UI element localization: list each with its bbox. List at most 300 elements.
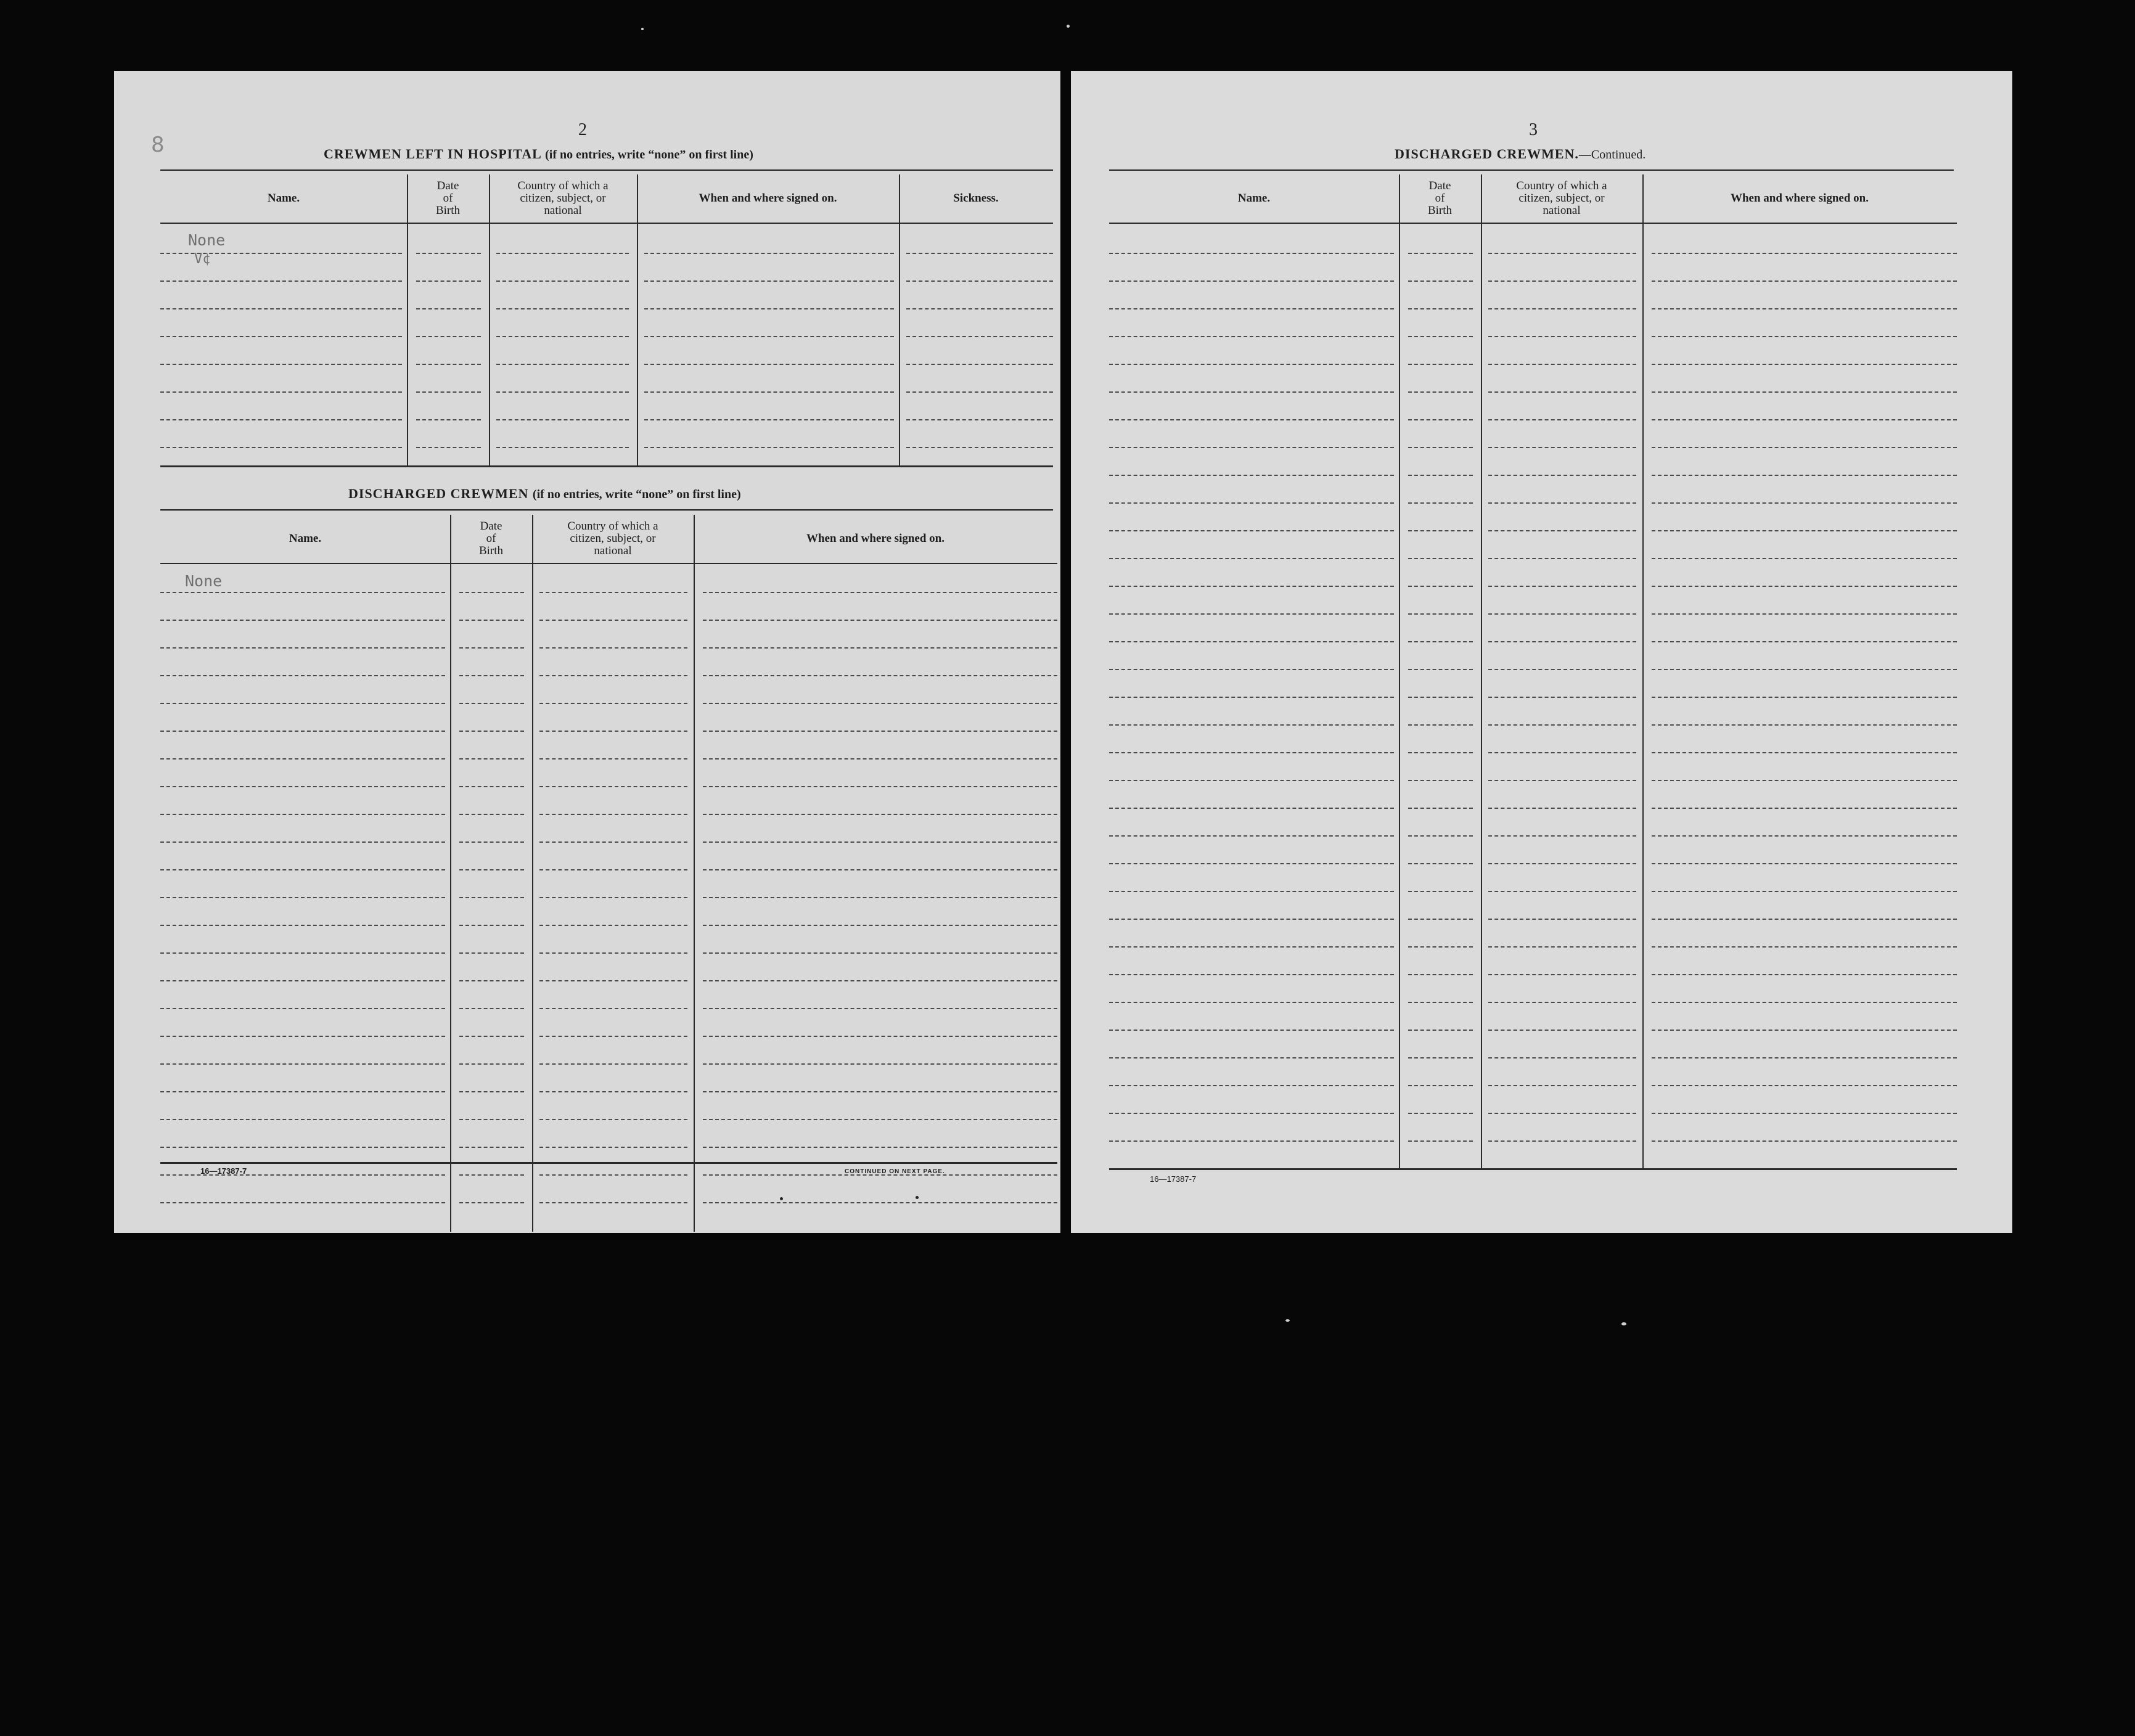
ruled-line xyxy=(1652,391,1957,393)
ruled-line xyxy=(539,952,687,954)
col-header-name: Name. xyxy=(1237,192,1271,205)
ruled-line xyxy=(1408,697,1473,698)
ruled-line xyxy=(160,308,402,309)
ruled-line xyxy=(459,675,524,676)
ruled-line xyxy=(459,869,524,870)
ruled-line xyxy=(1408,919,1473,920)
ruled-line xyxy=(160,1063,445,1065)
ruled-line xyxy=(906,308,1053,309)
ruled-line xyxy=(1408,1030,1473,1031)
ruled-line xyxy=(1652,1085,1957,1086)
ruled-line xyxy=(703,897,1057,898)
ruled-line xyxy=(459,925,524,926)
page-number: 3 xyxy=(1529,120,1538,139)
ruled-line xyxy=(459,841,524,843)
ruled-line xyxy=(1488,946,1636,948)
ruled-line xyxy=(1488,1057,1636,1058)
ruled-line xyxy=(1109,447,1394,448)
ruled-line xyxy=(459,1174,524,1176)
ruled-line xyxy=(416,419,481,420)
col-header-country: Country of which a citizen, subject, or national xyxy=(567,520,658,557)
ruled-line xyxy=(1109,1057,1394,1058)
form-code: 16—17387-7 xyxy=(200,1166,247,1176)
ruled-line xyxy=(1652,1030,1957,1031)
ruled-line xyxy=(1109,697,1394,698)
ruled-line xyxy=(1488,835,1636,837)
ruled-line xyxy=(1109,641,1394,642)
ruled-line xyxy=(459,703,524,704)
discharged-table xyxy=(160,515,1057,1232)
ruled-line xyxy=(1652,808,1957,809)
ruled-line xyxy=(1109,558,1394,559)
ruled-line xyxy=(1488,1002,1636,1003)
ruled-line xyxy=(459,814,524,815)
ruled-line xyxy=(496,447,629,448)
ruled-line xyxy=(1408,946,1473,948)
hospital-table-header xyxy=(160,174,1053,224)
ruled-line xyxy=(1109,475,1394,476)
column-divider xyxy=(694,515,695,1232)
ruled-line xyxy=(416,391,481,393)
ruled-line xyxy=(906,391,1053,393)
col-header-signed-on: When and where signed on. xyxy=(1730,192,1869,205)
ruled-line xyxy=(703,1202,1057,1203)
ruled-line xyxy=(539,1091,687,1092)
ruled-line xyxy=(1109,863,1394,864)
ruled-line xyxy=(160,1008,445,1009)
ruled-line xyxy=(1109,669,1394,670)
ruled-line xyxy=(160,1202,445,1203)
ruled-line xyxy=(1109,1140,1394,1142)
ruled-line xyxy=(1109,502,1394,504)
ruled-line xyxy=(1652,919,1957,920)
ruled-line xyxy=(1488,780,1636,781)
right-section-title xyxy=(1395,146,1645,162)
column-divider xyxy=(899,174,900,467)
ruled-line xyxy=(459,1202,524,1203)
ruled-line xyxy=(1408,391,1473,393)
ruled-line xyxy=(1408,613,1473,615)
hospital-title-text: CREWMEN LEFT IN HOSPITAL xyxy=(324,146,541,162)
ruled-line xyxy=(459,620,524,621)
column-divider xyxy=(532,515,533,1232)
col-header-country: Country of which a citizen, subject, or national xyxy=(517,179,609,217)
ruled-line xyxy=(539,1202,687,1203)
ruled-line xyxy=(459,1063,524,1065)
ruled-line xyxy=(1408,752,1473,753)
ruled-line xyxy=(160,758,445,760)
ruled-line xyxy=(1408,808,1473,809)
ruled-line xyxy=(539,758,687,760)
ruled-line xyxy=(160,925,445,926)
col-header-date-of-birth: Date of Birth xyxy=(1427,179,1453,217)
col-header-date-of-birth: Date of Birth xyxy=(478,520,504,557)
ruled-line xyxy=(1408,530,1473,531)
ruled-line xyxy=(644,336,894,337)
ruled-line xyxy=(703,647,1057,649)
ruled-line xyxy=(539,592,687,593)
ruled-line xyxy=(1488,586,1636,587)
ruled-line xyxy=(1408,558,1473,559)
ruled-line xyxy=(1109,280,1394,282)
ruled-line xyxy=(1408,1140,1473,1142)
ruled-line xyxy=(1652,613,1957,615)
discharged-title-text: DISCHARGED CREWMEN xyxy=(348,486,529,501)
ruled-line xyxy=(1488,1085,1636,1086)
ruled-line xyxy=(459,897,524,898)
ruled-line xyxy=(1109,919,1394,920)
ruled-line xyxy=(496,253,629,254)
ruled-line xyxy=(1488,558,1636,559)
ruled-line xyxy=(1652,475,1957,476)
ruled-line xyxy=(1408,780,1473,781)
form-code: 16—17387-7 xyxy=(1150,1174,1197,1184)
ruled-line xyxy=(1109,391,1394,393)
ruled-line xyxy=(459,1119,524,1120)
ruled-line xyxy=(1488,308,1636,309)
continued-note: CONTINUED ON NEXT PAGE. xyxy=(845,1168,945,1175)
ruled-line xyxy=(416,364,481,365)
ruled-line xyxy=(1109,808,1394,809)
ruled-line xyxy=(160,253,402,254)
ruled-line xyxy=(496,419,629,420)
right-title-text: DISCHARGED CREWMEN. xyxy=(1395,146,1579,162)
ruled-line xyxy=(160,952,445,954)
col-header-date-of-birth: Date of Birth xyxy=(435,179,461,217)
ruled-line xyxy=(703,1119,1057,1120)
ruled-line xyxy=(1652,641,1957,642)
ruled-line xyxy=(1488,364,1636,365)
discharged-entry-1: None xyxy=(185,572,223,590)
ruled-line xyxy=(1652,447,1957,448)
ruled-line xyxy=(1408,724,1473,726)
ruled-line xyxy=(1408,1002,1473,1003)
speck xyxy=(641,28,644,30)
ruled-line xyxy=(1652,1057,1957,1058)
ruled-line xyxy=(644,391,894,393)
ruled-line xyxy=(160,280,402,282)
ruled-line xyxy=(703,1036,1057,1037)
left-page xyxy=(114,71,1060,1233)
ruled-line xyxy=(539,1147,687,1148)
column-divider xyxy=(637,174,638,467)
hospital-bottom-rule xyxy=(160,465,1053,467)
ruled-line xyxy=(160,419,402,420)
ruled-line xyxy=(160,869,445,870)
speck xyxy=(1067,25,1070,28)
ruled-line xyxy=(1488,669,1636,670)
ruled-line xyxy=(1652,669,1957,670)
ruled-line xyxy=(1488,419,1636,420)
hospital-section-title xyxy=(324,146,753,162)
ruled-line xyxy=(160,1091,445,1092)
ruled-line xyxy=(539,1036,687,1037)
ruled-line xyxy=(160,814,445,815)
ruled-line xyxy=(539,897,687,898)
ruled-line xyxy=(539,869,687,870)
ruled-line xyxy=(459,786,524,787)
ruled-line xyxy=(1109,336,1394,337)
col-header-signed-on: When and where signed on. xyxy=(699,192,837,205)
ruled-line xyxy=(1652,253,1957,254)
ruled-line xyxy=(1652,946,1957,948)
ruled-line xyxy=(703,952,1057,954)
ruled-line xyxy=(496,364,629,365)
ruled-line xyxy=(1488,253,1636,254)
right-page xyxy=(1071,71,2012,1233)
ruled-line xyxy=(1408,891,1473,892)
ruled-line xyxy=(1408,835,1473,837)
ruled-line xyxy=(1488,891,1636,892)
ruled-line xyxy=(906,336,1053,337)
ruled-line xyxy=(539,980,687,981)
ruled-line xyxy=(1652,1113,1957,1114)
ruled-line xyxy=(160,364,402,365)
ruled-line xyxy=(906,447,1053,448)
ruled-line xyxy=(160,731,445,732)
ruled-line xyxy=(703,703,1057,704)
ruled-line xyxy=(459,1147,524,1148)
speck xyxy=(916,1196,919,1199)
ruled-line xyxy=(160,391,402,393)
column-divider xyxy=(1642,174,1644,1169)
hospital-subtitle-text: (if no entries, write “none” on first line) xyxy=(545,148,753,162)
ruled-line xyxy=(1109,586,1394,587)
ruled-line xyxy=(703,1147,1057,1148)
ruled-line xyxy=(539,1174,687,1176)
page-number: 2 xyxy=(578,120,587,139)
ruled-line xyxy=(1652,586,1957,587)
col-header-signed-on: When and where signed on. xyxy=(806,532,945,545)
ruled-line xyxy=(1109,364,1394,365)
ruled-line xyxy=(416,308,481,309)
ruled-line xyxy=(703,758,1057,760)
ruled-line xyxy=(539,731,687,732)
ruled-line xyxy=(160,786,445,787)
hospital-entry-1: None xyxy=(188,231,226,249)
ruled-line xyxy=(1488,280,1636,282)
ruled-line xyxy=(906,253,1053,254)
ruled-line xyxy=(1488,974,1636,975)
ruled-line xyxy=(1109,1085,1394,1086)
ruled-line xyxy=(1488,724,1636,726)
ruled-line xyxy=(1109,530,1394,531)
ruled-line xyxy=(1109,1113,1394,1114)
discharged-section-title xyxy=(348,486,741,502)
ruled-line xyxy=(906,419,1053,420)
column-divider xyxy=(450,515,451,1232)
ruled-line xyxy=(539,841,687,843)
speck xyxy=(780,1197,783,1200)
speck xyxy=(1285,1319,1290,1322)
ruled-line xyxy=(1488,336,1636,337)
ruled-line xyxy=(703,869,1057,870)
ruled-line xyxy=(906,280,1053,282)
ruled-line xyxy=(1109,419,1394,420)
discharged-table-header xyxy=(160,515,1057,564)
ruled-line xyxy=(1109,974,1394,975)
ruled-line xyxy=(496,308,629,309)
hospital-top-rule xyxy=(160,169,1053,173)
ruled-line xyxy=(1652,336,1957,337)
ruled-line xyxy=(160,336,402,337)
ruled-line xyxy=(1652,697,1957,698)
ruled-line xyxy=(1109,835,1394,837)
ruled-line xyxy=(1488,697,1636,698)
ruled-line xyxy=(1488,752,1636,753)
ruled-line xyxy=(539,1063,687,1065)
ruled-line xyxy=(703,814,1057,815)
discharged-subtitle-text: (if no entries, write “none” on first line) xyxy=(532,488,741,501)
ruled-line xyxy=(1109,780,1394,781)
ruled-line xyxy=(703,731,1057,732)
ruled-line xyxy=(160,897,445,898)
ruled-line xyxy=(1408,280,1473,282)
ruled-line xyxy=(160,675,445,676)
ruled-line xyxy=(539,1119,687,1120)
ruled-line xyxy=(1488,530,1636,531)
ruled-line xyxy=(416,447,481,448)
ruled-line xyxy=(1408,1113,1473,1114)
ruled-line xyxy=(1488,613,1636,615)
ruled-line xyxy=(1488,808,1636,809)
ruled-line xyxy=(1652,724,1957,726)
right-subtitle-text: —Continued. xyxy=(1578,148,1646,162)
ruled-line xyxy=(1652,835,1957,837)
column-divider xyxy=(1399,174,1400,1169)
ruled-line xyxy=(703,1091,1057,1092)
column-divider xyxy=(489,174,490,467)
speck xyxy=(1621,1322,1626,1325)
ruled-line xyxy=(459,758,524,760)
ruled-line xyxy=(1488,447,1636,448)
ruled-line xyxy=(1408,419,1473,420)
right-table xyxy=(1109,174,1957,1233)
ruled-line xyxy=(496,336,629,337)
ruled-line xyxy=(703,841,1057,843)
ruled-line xyxy=(1652,752,1957,753)
ruled-line xyxy=(1408,1085,1473,1086)
ruled-line xyxy=(459,731,524,732)
ruled-line xyxy=(644,253,894,254)
ruled-line xyxy=(1652,364,1957,365)
ruled-line xyxy=(1652,780,1957,781)
ruled-line xyxy=(1408,586,1473,587)
ruled-line xyxy=(1652,558,1957,559)
ruled-line xyxy=(539,814,687,815)
ruled-line xyxy=(1652,502,1957,504)
ruled-line xyxy=(1488,863,1636,864)
ruled-line xyxy=(160,647,445,649)
ruled-line xyxy=(539,1008,687,1009)
ruled-line xyxy=(703,980,1057,981)
ruled-line xyxy=(1408,475,1473,476)
ruled-line xyxy=(644,447,894,448)
ruled-line xyxy=(496,280,629,282)
col-header-name: Name. xyxy=(289,532,322,545)
ruled-line xyxy=(703,620,1057,621)
ruled-line xyxy=(1488,391,1636,393)
ruled-line xyxy=(1652,974,1957,975)
ruled-line xyxy=(644,280,894,282)
ruled-line xyxy=(1652,419,1957,420)
right-top-rule xyxy=(1109,169,1954,173)
col-header-country: Country of which a citizen, subject, or national xyxy=(1516,179,1607,217)
right-bottom-rule xyxy=(1109,1168,1957,1170)
ruled-line xyxy=(1109,613,1394,615)
ruled-line xyxy=(1652,530,1957,531)
right-table-header xyxy=(1109,174,1957,224)
column-divider xyxy=(1481,174,1482,1169)
ruled-line xyxy=(1408,863,1473,864)
ruled-line xyxy=(644,308,894,309)
ruled-line xyxy=(459,647,524,649)
ruled-line xyxy=(703,675,1057,676)
ruled-line xyxy=(1408,641,1473,642)
ruled-line xyxy=(1488,502,1636,504)
ruled-line xyxy=(1488,475,1636,476)
ruled-line xyxy=(416,253,481,254)
ruled-line xyxy=(703,592,1057,593)
ruled-line xyxy=(160,592,445,593)
hospital-table xyxy=(160,174,1053,467)
ruled-line xyxy=(459,980,524,981)
ruled-line xyxy=(1488,1140,1636,1142)
ruled-line xyxy=(1408,253,1473,254)
ruled-line xyxy=(160,447,402,448)
discharged-bottom-rule xyxy=(160,1162,1057,1164)
ruled-line xyxy=(1408,669,1473,670)
ruled-line xyxy=(459,1091,524,1092)
ruled-line xyxy=(1109,1030,1394,1031)
ruled-line xyxy=(539,786,687,787)
ruled-line xyxy=(539,647,687,649)
ruled-line xyxy=(1408,1057,1473,1058)
ruled-line xyxy=(644,419,894,420)
ruled-line xyxy=(1109,891,1394,892)
ruled-line xyxy=(416,336,481,337)
ruled-line xyxy=(1488,1113,1636,1114)
ruled-line xyxy=(459,592,524,593)
ruled-line xyxy=(1109,752,1394,753)
ruled-line xyxy=(539,925,687,926)
ruled-line xyxy=(703,1008,1057,1009)
col-header-sickness: Sickness. xyxy=(953,192,999,205)
ruled-line xyxy=(1652,891,1957,892)
ruled-line xyxy=(160,1119,445,1120)
ruled-line xyxy=(160,703,445,704)
ruled-line xyxy=(1488,1030,1636,1031)
ruled-line xyxy=(1109,1002,1394,1003)
ruled-line xyxy=(160,620,445,621)
ruled-line xyxy=(1408,974,1473,975)
ruled-line xyxy=(703,925,1057,926)
ruled-line xyxy=(1652,863,1957,864)
ruled-line xyxy=(459,952,524,954)
ruled-line xyxy=(906,364,1053,365)
ruled-line xyxy=(1652,1140,1957,1142)
column-divider xyxy=(407,174,408,467)
ruled-line xyxy=(459,1036,524,1037)
ruled-line xyxy=(1408,308,1473,309)
discharged-top-rule xyxy=(160,509,1053,514)
ruled-line xyxy=(160,980,445,981)
ruled-line xyxy=(1109,724,1394,726)
ruled-line xyxy=(160,841,445,843)
ruled-line xyxy=(1109,308,1394,309)
ruled-line xyxy=(703,786,1057,787)
ruled-line xyxy=(160,1036,445,1037)
